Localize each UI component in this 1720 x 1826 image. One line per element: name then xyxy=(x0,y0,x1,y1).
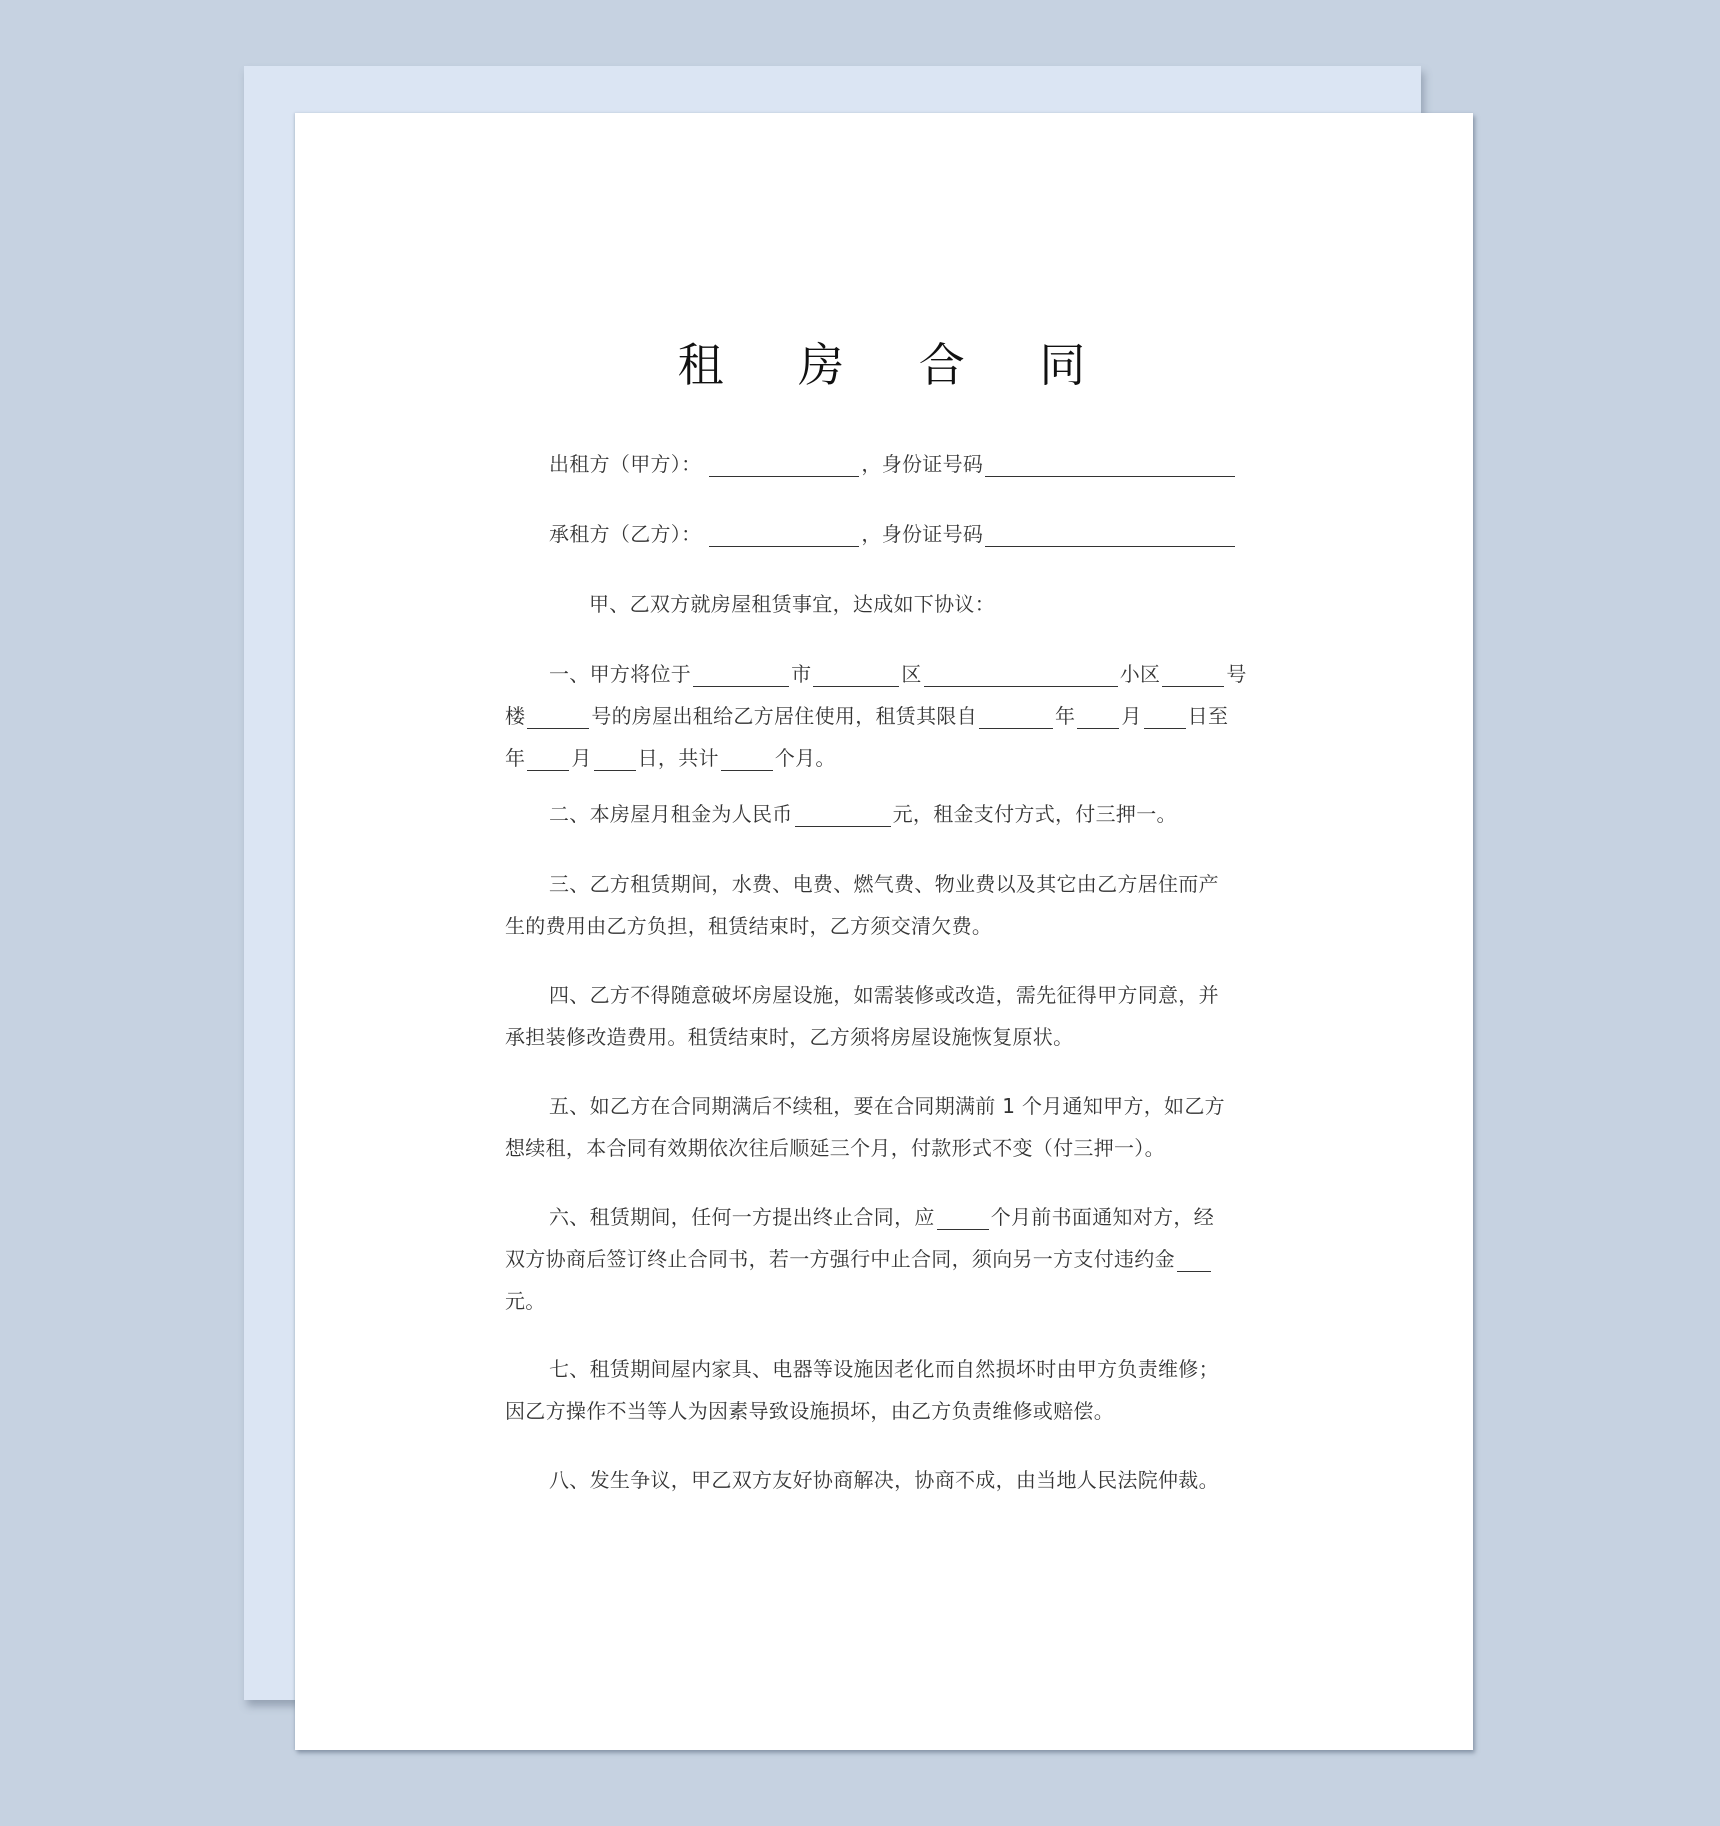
total-months-blank[interactable] xyxy=(721,744,773,771)
community-blank[interactable] xyxy=(924,660,1118,687)
clause-8 xyxy=(505,1459,1258,1501)
clause-2 xyxy=(505,793,1302,835)
clause-2-text: 元，租金支付方式，付三押一。 xyxy=(892,802,1177,826)
clause-4-line-2: 承担装修改造费用。租赁结束时，乙方须将房屋设施恢复原状。 xyxy=(505,1025,1074,1049)
clause-1-text: 楼 xyxy=(505,704,526,728)
clause-1-text: 日，共计 xyxy=(637,746,719,770)
clause-8-line-1: 八、发生争议，甲乙双方友好协商解决，协商不成，由当地人民法院仲裁。 xyxy=(549,1468,1219,1492)
penalty-amount-blank[interactable] xyxy=(1177,1245,1211,1272)
lessee-line xyxy=(505,513,1302,555)
start-day-blank[interactable] xyxy=(1144,702,1186,729)
lessee-name-blank[interactable] xyxy=(709,520,859,547)
lessor-id-blank[interactable] xyxy=(985,450,1235,477)
building-number-blank[interactable] xyxy=(1162,660,1224,687)
notice-months-blank[interactable] xyxy=(937,1203,989,1230)
clause-1-text: 一、甲方将位于 xyxy=(549,662,692,686)
clause-3-line-2: 生的费用由乙方负担，租赁结束时，乙方须交清欠费。 xyxy=(505,914,993,938)
room-number-blank[interactable] xyxy=(527,702,589,729)
clause-1-text: 年 xyxy=(505,746,526,770)
clause-3 xyxy=(505,863,1258,947)
document-title: 租 房 合 同 xyxy=(677,338,1116,392)
lessee-label: 承租方（乙方）： xyxy=(549,522,702,546)
city-blank[interactable] xyxy=(693,660,789,687)
clause-1-text: 月 xyxy=(1121,704,1142,728)
clause-7-line-1: 七、租赁期间屋内家具、电器等设施因老化而自然损坏时由甲方负责维修； xyxy=(549,1357,1219,1381)
lessor-id-label: ，身份证号码 xyxy=(861,452,984,476)
lessor-label: 出租方（甲方）： xyxy=(549,452,702,476)
start-month-blank[interactable] xyxy=(1077,702,1119,729)
clause-1-text: 小区 xyxy=(1119,662,1161,686)
lessor-line xyxy=(505,443,1302,485)
clause-7 xyxy=(505,1348,1258,1432)
clause-5-line-1: 五、如乙方在合同期满后不续租，要在合同期满前 1 个月通知甲方，如乙方 xyxy=(549,1094,1225,1118)
district-blank[interactable] xyxy=(813,660,899,687)
clause-1-text: 号的房屋出租给乙方居住使用，租赁其限自 xyxy=(591,704,978,728)
contract-page xyxy=(295,113,1473,1750)
lessee-id-label: ，身份证号码 xyxy=(861,522,984,546)
clause-4-line-1: 四、乙方不得随意破坏房屋设施，如需装修或改造，需先征得甲方同意，并 xyxy=(549,983,1219,1007)
clause-4 xyxy=(505,974,1258,1058)
clause-6-line-3: 元。 xyxy=(505,1289,546,1313)
clause-1-text: 日至 xyxy=(1187,704,1229,728)
monthly-rent-blank[interactable] xyxy=(795,800,891,827)
clause-6-text: 个月前书面通知对方，经 xyxy=(990,1205,1215,1229)
clause-1-text: 年 xyxy=(1055,704,1076,728)
clause-1-text: 号 xyxy=(1226,662,1247,686)
clause-3-line-1: 三、乙方租赁期间，水费、电费、燃气费、物业费以及其它由乙方居住而产 xyxy=(549,872,1219,896)
clause-1-text: 个月。 xyxy=(774,746,836,770)
start-year-blank[interactable] xyxy=(979,702,1053,729)
clause-1 xyxy=(505,653,1258,779)
clause-1-text: 市 xyxy=(791,662,812,686)
agreement-intro xyxy=(505,583,1342,625)
end-day-blank[interactable] xyxy=(594,744,636,771)
clause-6-text: 六、租赁期间，任何一方提出终止合同，应 xyxy=(549,1205,935,1229)
clause-1-text: 区 xyxy=(901,662,922,686)
clause-7-line-2: 因乙方操作不当等人为因素导致设施损坏，由乙方负责维修或赔偿。 xyxy=(505,1399,1114,1423)
intro-text: 甲、乙双方就房屋租赁事宜，达成如下协议： xyxy=(589,592,995,616)
clause-5 xyxy=(505,1085,1258,1169)
clause-5-line-2: 想续租，本合同有效期依次往后顺延三个月，付款形式不变（付三押一）。 xyxy=(505,1136,1165,1160)
lessor-name-blank[interactable] xyxy=(709,450,859,477)
clause-1-text: 月 xyxy=(571,746,592,770)
lessee-id-blank[interactable] xyxy=(985,520,1235,547)
clause-6-text: 双方协商后签订终止合同书，若一方强行中止合同，须向另一方支付违约金 xyxy=(505,1247,1175,1271)
clause-2-text: 二、本房屋月租金为人民币 xyxy=(549,802,793,826)
clause-6 xyxy=(505,1196,1258,1322)
end-month-blank[interactable] xyxy=(527,744,569,771)
